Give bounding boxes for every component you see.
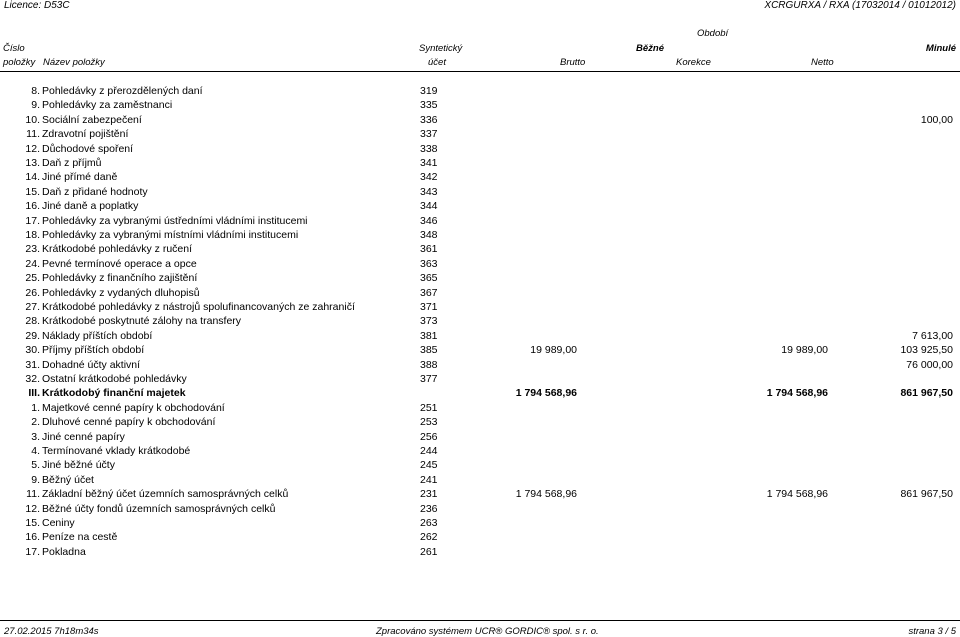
row-name: Ostatní krátkodobé pohledávky: [42, 373, 187, 385]
row-number: 30.: [25, 344, 40, 357]
table-row: [0, 344, 960, 358]
row-number: 15.: [25, 185, 40, 198]
row-name: Krátkodobé poskytnuté zálohy na transfery: [42, 315, 242, 328]
row-name: Daň z příjmů: [42, 157, 102, 169]
report-code: XCRGURXA / RXA (17032014 / 01012012): [764, 0, 956, 11]
row-number: 15.: [25, 517, 40, 529]
row-name: Dluhové cenné papíry k obchodování: [42, 416, 216, 429]
row-number: 11.: [26, 128, 40, 141]
row-name: Běžný účet: [42, 473, 94, 486]
row-name: Příjmy příštích období: [42, 344, 145, 357]
row-number: 8.: [31, 85, 40, 97]
row-name: Pevné termínové operace a opce: [42, 257, 197, 270]
row-name: Pohledávky za zaměstnanci: [42, 99, 173, 112]
table-row: [0, 258, 960, 272]
row-account: 363: [420, 257, 438, 270]
header-obdobi: Období: [697, 28, 729, 39]
row-number: 16.: [25, 531, 40, 544]
row-number: 23.: [25, 243, 40, 256]
row-number: 17.: [25, 545, 40, 558]
table-row: [0, 373, 960, 387]
row-name: Ceniny: [42, 517, 75, 529]
row-account: 337: [420, 128, 438, 141]
row-account: 256: [420, 430, 438, 443]
row-name: Pohledávky za vybranými místními vládními institucemi: [42, 229, 299, 241]
header-brutto: Brutto: [560, 57, 586, 68]
row-number: 32.: [25, 373, 40, 385]
row-minule: 861 967,50: [900, 387, 953, 400]
row-number: 3.: [31, 430, 40, 443]
table-row: [0, 243, 960, 257]
header-cislo: Číslo: [3, 43, 25, 54]
row-account: 231: [420, 488, 438, 501]
row-number: 2.: [31, 416, 40, 429]
row-netto: 1 794 568,96: [766, 488, 828, 501]
row-number: 5.: [31, 459, 40, 472]
table-row: [0, 272, 960, 286]
page-header: [0, 0, 960, 12]
row-name: Jiné přímé daně: [42, 171, 118, 184]
row-name: Sociální zabezpečení: [42, 113, 142, 126]
row-name: Krátkodobý finanční majetek: [42, 387, 186, 400]
row-minule: 7 613,00: [912, 329, 953, 342]
row-minule: 861 967,50: [900, 488, 953, 501]
row-account: 348: [420, 229, 438, 241]
footer-datetime: 27.02.2015 7h18m34s: [4, 626, 99, 637]
table-row: [0, 474, 960, 488]
row-minule: 100,00: [920, 113, 953, 126]
header-nazev: Název položky: [43, 57, 105, 68]
row-number: 12.: [25, 142, 40, 155]
row-name: Jiné běžné účty: [42, 459, 115, 472]
row-account: 241: [420, 473, 438, 486]
header-bezne: Běžné: [636, 43, 664, 54]
table-row: [0, 229, 960, 243]
row-minule: 103 925,50: [900, 344, 953, 357]
license-label: Licence: D53C: [4, 0, 70, 11]
row-number: 31.: [25, 358, 40, 371]
row-account: 343: [420, 185, 438, 198]
table-row: [0, 157, 960, 171]
row-number: 1.: [31, 401, 40, 414]
row-account: 373: [420, 315, 438, 328]
table-row: [0, 459, 960, 473]
table-row: [0, 387, 960, 401]
row-account: 261: [420, 545, 438, 558]
row-brutto: 19 989,00: [530, 344, 577, 357]
table-row: [0, 517, 960, 531]
table-row: [0, 402, 960, 416]
row-name: Pohledávky z přerozdělených daní: [42, 85, 203, 97]
header-korekce: Korekce: [676, 57, 711, 68]
table-row: [0, 200, 960, 214]
row-number: 9.: [31, 99, 40, 112]
row-account: 251: [420, 401, 438, 414]
row-name: Pokladna: [42, 545, 86, 558]
row-account: 336: [420, 113, 438, 126]
row-number: 26.: [25, 286, 40, 299]
row-account: 245: [420, 459, 438, 472]
row-account: 365: [420, 272, 438, 285]
row-name: Majetkové cenné papíry k obchodování: [42, 401, 225, 414]
table-row: [0, 143, 960, 157]
table-row: [0, 531, 960, 545]
table-row: [0, 431, 960, 445]
row-name: Dohadné účty aktivní: [42, 358, 141, 371]
table-row: [0, 99, 960, 113]
footer-page: strana 3 / 5: [908, 626, 956, 637]
row-number: 29.: [25, 329, 40, 342]
table-row: [0, 315, 960, 329]
row-number: 17.: [25, 214, 40, 227]
row-number: 14.: [25, 171, 40, 184]
table-row: [0, 488, 960, 502]
row-number: 11.: [26, 488, 40, 501]
table-row: [0, 503, 960, 517]
row-account: 253: [420, 416, 438, 429]
row-name: Pohledávky z finančního zajištění: [42, 272, 198, 285]
footer-divider: [0, 620, 960, 621]
header-minule: Minulé: [925, 43, 956, 54]
table-row: [0, 215, 960, 229]
row-number: 13.: [25, 157, 40, 169]
row-netto: 19 989,00: [781, 344, 828, 357]
header-ucet: účet: [428, 57, 446, 68]
table-row: [0, 287, 960, 301]
row-name: Zdravotní pojištění: [42, 128, 129, 141]
row-number: III.: [28, 387, 40, 400]
row-name: Pohledávky z vydaných dluhopisů: [42, 286, 200, 299]
row-account: 344: [420, 200, 438, 213]
table-row: [0, 416, 960, 430]
table-row: [0, 186, 960, 200]
table-row: [0, 359, 960, 373]
row-name: Krátkodobé pohledávky z nástrojů spolufinancovaných ze zahraničí: [42, 301, 355, 313]
header-synteticky: Syntetický: [419, 43, 463, 54]
table-row: [0, 546, 960, 560]
header-polozky: položky: [3, 57, 36, 68]
row-name: Základní běžný účet územních samosprávných celků: [42, 488, 289, 501]
row-number: 12.: [25, 502, 40, 515]
row-number: 27.: [25, 301, 40, 313]
row-name: Krátkodobé pohledávky z ručení: [42, 243, 193, 256]
row-name: Peníze na cestě: [42, 531, 118, 544]
footer-processed-by: Zpracováno systémem UCR® GORDIC® spol. s r. o.: [376, 626, 599, 637]
row-name: Daň z přidané hodnoty: [42, 185, 148, 198]
row-number: 24.: [25, 257, 40, 270]
row-name: Jiné daně a poplatky: [42, 200, 139, 213]
table-row: [0, 445, 960, 459]
row-number: 10.: [25, 113, 40, 126]
table-row: [0, 330, 960, 344]
row-name: Pohledávky za vybranými ústředními vládními institucemi: [42, 214, 308, 227]
row-account: 342: [420, 171, 438, 184]
row-name: Jiné cenné papíry: [42, 430, 125, 443]
row-account: 335: [420, 99, 438, 112]
row-number: 18.: [25, 229, 40, 241]
header-divider: [0, 71, 960, 72]
row-brutto: 1 794 568,96: [515, 488, 577, 501]
row-account: 244: [420, 445, 438, 457]
row-number: 9.: [31, 473, 40, 486]
row-account: 319: [420, 85, 438, 97]
table-row: [0, 114, 960, 128]
row-minule: 76 000,00: [906, 358, 953, 371]
table-row: [0, 301, 960, 315]
row-account: 381: [420, 329, 438, 342]
row-account: 371: [420, 301, 438, 313]
row-account: 367: [420, 286, 438, 299]
row-name: Důchodové spoření: [42, 142, 134, 155]
row-number: 25.: [25, 272, 40, 285]
row-account: 236: [420, 502, 438, 515]
row-account: 341: [420, 157, 438, 169]
row-account: 361: [420, 243, 438, 256]
table-row: [0, 128, 960, 142]
header-netto: Netto: [811, 57, 834, 68]
table-row: [0, 171, 960, 185]
row-account: 377: [420, 373, 438, 385]
row-account: 262: [420, 531, 438, 544]
row-name: Termínované vklady krátkodobé: [42, 445, 191, 457]
row-name: Náklady příštích období: [42, 329, 153, 342]
row-account: 385: [420, 344, 438, 357]
row-name: Běžné účty fondů územních samosprávných celků: [42, 502, 276, 515]
row-account: 388: [420, 358, 438, 371]
row-number: 16.: [25, 200, 40, 213]
row-number: 4.: [31, 445, 40, 457]
row-number: 28.: [25, 315, 40, 328]
row-netto: 1 794 568,96: [766, 387, 828, 400]
row-brutto: 1 794 568,96: [515, 387, 577, 400]
table-row: [0, 85, 960, 99]
row-account: 263: [420, 517, 438, 529]
row-account: 338: [420, 142, 438, 155]
row-account: 346: [420, 214, 438, 227]
